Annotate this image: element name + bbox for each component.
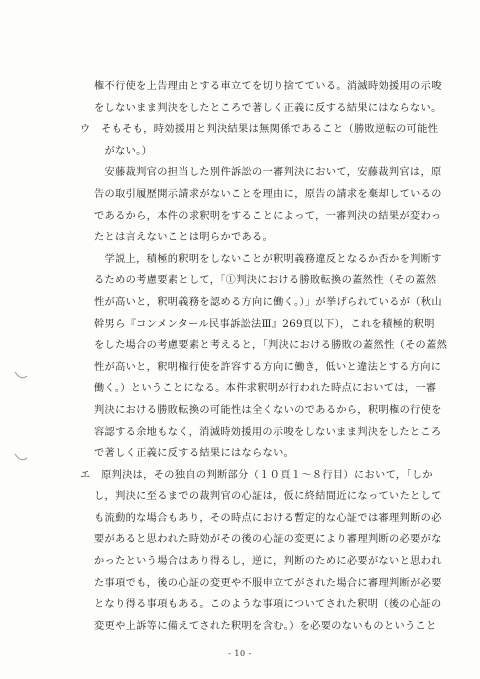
text-line: となり得る事項もある。このような事項についてされた釈明（後の心証の [94, 599, 442, 611]
text-line: 幹男ら『コンメンタール民事訴訟法Ⅲ』269頁以下），これを積極的釈明 [94, 318, 435, 330]
text-line: 学説上，積極的釈明をしないことが釈明義務違反となるか否かを判断す [94, 253, 442, 265]
binder-hole-mark [14, 370, 28, 380]
text-line: たとは言えないことは明らかである。 [94, 232, 274, 244]
text-line: 告の取引履歴開示請求がないことを理由に，原告の請求を棄却しているの [94, 188, 442, 200]
text-line: をした場合の考慮要素と考えると，「判決における勝敗の蓋然性（その蓋然 [94, 340, 448, 352]
text-line: 安藤裁判官の担当した別件訴訟の一審判決において，安藤裁判官は，原 [94, 167, 442, 179]
text-line: で著しく正義に反する結果にはならない。 [94, 448, 295, 460]
text-line: がない。） [94, 145, 153, 157]
body-text [80, 76, 448, 637]
text-line: 判決における勝敗転換の可能性は全くないのであるから，釈明権の行使を [94, 404, 442, 416]
text-line: るための考慮要素として，「①判決における勝敗転換の蓋然性（その蓋然 [94, 275, 437, 287]
binder-hole-mark [14, 452, 28, 462]
text-line: 権不行使を上告理由とする車立てを切り捨てている。消滅時効援用の示唆 [94, 81, 442, 92]
text-line: 性が高いと，釈明権行使を許容する方向に働き，低いと違法とする方向に [94, 361, 442, 373]
text-line: であるから，本件の求釈明をすることによって，一審判決の結果が変わっ [94, 210, 442, 222]
text-line: 要があると思われた時効がその後の心証の変更により審理判断の必要がな [94, 534, 442, 546]
text-line: 性が高いと，釈明義務を認める方向に働く。）」が挙げられているが（秋山 [94, 296, 442, 308]
text-line: 働く。）ということになる。本件求釈明が行われた時点においては，一審 [94, 383, 437, 395]
text-line: エ 原判決は，その独自の判断部分（１０頁１～８行目）において，「しか [80, 469, 433, 481]
text-line: 変更や上訴等に備えてされた釈明を含む。）を必要のないものということ [94, 620, 437, 632]
text-line: 容認する余地もなく，消滅時効援用の示唆をしないまま判決をしたところ [94, 426, 442, 438]
text-line: た事項でも，後の心証の変更や不服申立てがされた場合に審理判断が必要 [94, 577, 442, 589]
text-line: も流動的な場合もあり，その時点における暫定的な心証では審理判断の必 [94, 512, 442, 524]
text-line: ウ そもそも，時効援用と判決結果は無関係であること（勝敗逆転の可能性 [80, 124, 439, 136]
text-line: し，判決に至るまでの裁判官の心証は，仮に終結間近になっていたとして [94, 491, 442, 503]
page-number: - 10 - [228, 649, 252, 658]
text-line: かったという場合はあり得るし，逆に，判断のために必要がないと思われ [94, 556, 442, 568]
text-line: をしないまま判決をしたところで著しく正義に反する結果にはならない。 [94, 102, 442, 114]
